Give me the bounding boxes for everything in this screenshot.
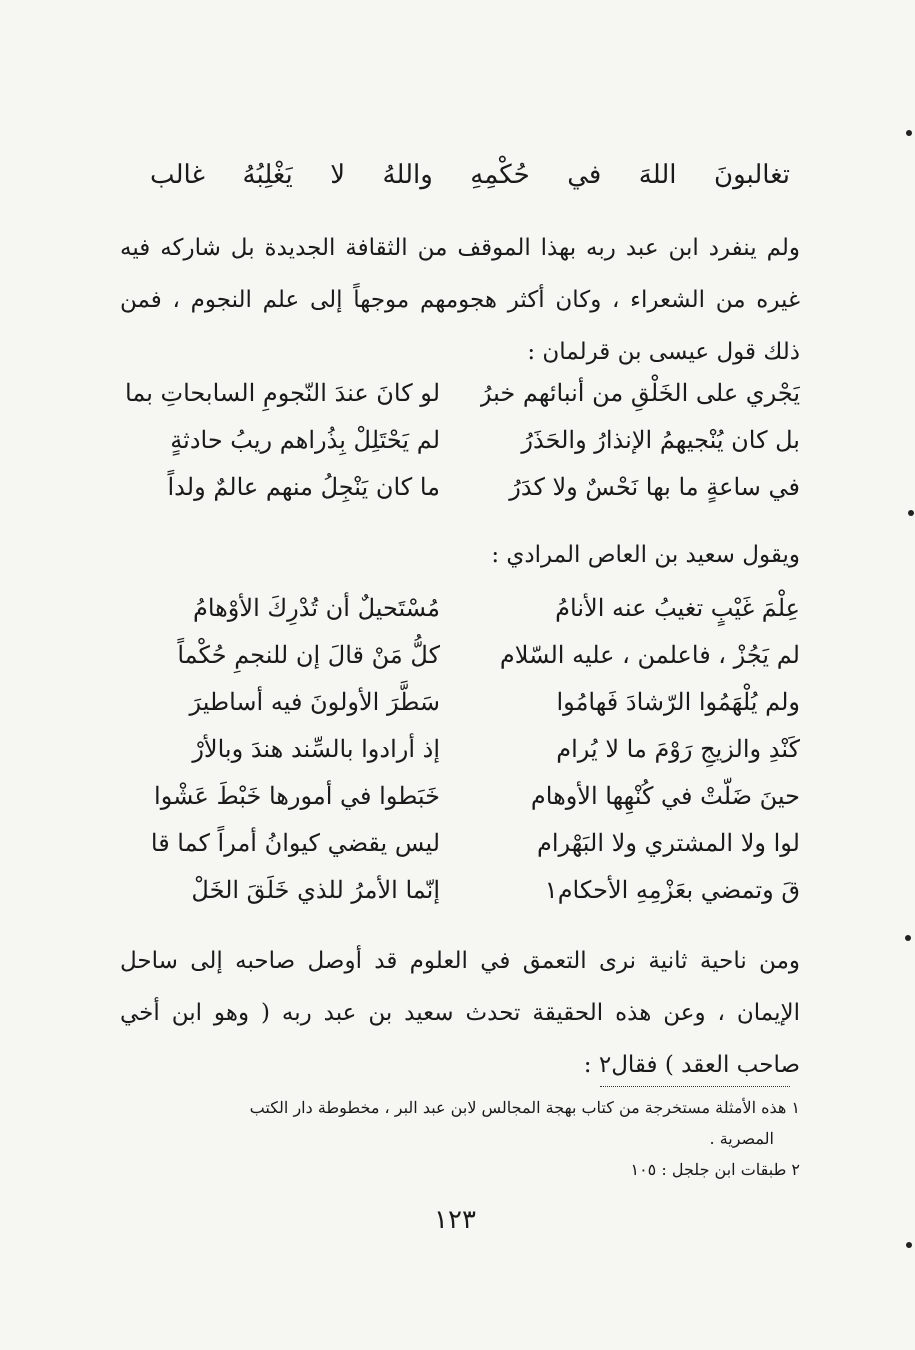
- verse-word: لا: [330, 160, 346, 190]
- hemistich-first: خَبَطوا في أمورها خَبْطَ عَشْوا: [154, 782, 440, 810]
- verse-word: اللهَ: [638, 160, 677, 190]
- page-number: ١٢٣: [434, 1205, 476, 1235]
- footnote-number: ١: [791, 1098, 800, 1117]
- verse-word: غالب: [150, 160, 206, 190]
- hemistich-second: لم يَجُزْ ، فاعلمن ، عليه السّلام: [499, 641, 800, 669]
- hemistich-second: بل كان يُنْجيهمُ الإنذارُ والحَذَرُ: [521, 426, 800, 454]
- hemistich-first: ما كان يَنْجِلُ منهم عالمٌ ولداً: [167, 473, 440, 501]
- hemistich-second: حينَ ضَلّتْ في كُنْهِها الأوهام: [530, 782, 800, 810]
- couplet: [120, 417, 800, 464]
- footnote-text: هذه الأمثلة مستخرجة من كتاب بهجة المجالس لابن عبد البر ، مخطوطة دار الكتب: [249, 1098, 787, 1117]
- hemistich-second: يَجْري على الخَلْقِ من أنبائهم خبرُ: [480, 379, 800, 407]
- hemistich-first: كلُّ مَنْ قالَ إن للنجمِ حُكْماً: [177, 641, 440, 669]
- hemistich-first: إذ أرادوا بالسِّند هندَ وبالأرْ: [192, 735, 440, 763]
- hemistich-second: عِلْمَ غَيْبٍ تغيبُ عنه الأنامُ: [555, 594, 800, 622]
- couplet: [120, 773, 800, 820]
- paragraph-intro: ولم ينفرد ابن عبد ربه بهذا الموقف من الثقافة الجديدة بل شاركه فيه غيره من الشعراء ، وكان أكثر هجومهم موجهاً إلى علم النجوم ، فمن ذلك قول عيسى بن قرلمان :: [120, 235, 800, 365]
- footnote-text-continued: المصرية .: [709, 1129, 774, 1148]
- scan-edge-mark: [908, 510, 914, 516]
- verse-word: تغالبونَ: [714, 160, 790, 190]
- hemistich-second: كَنْدِ والزيجِ رَوْمَ ما لا يُرام: [556, 735, 800, 763]
- poem-intro-line: ويقول سعيد بن العاص المرادي :: [491, 542, 800, 568]
- couplet: [120, 679, 800, 726]
- hemistich-first: لم يَحْتَلِلْ بِذُراهم ريبُ حادثةٍ: [170, 426, 440, 454]
- hemistich-first: سَطَّرَ الأولونَ فيه أساطيرَ: [189, 688, 440, 716]
- verse-word: يَغْلِبُهُ: [242, 160, 293, 190]
- hemistich-second: ولم يُلْهَمُوا الرّشادَ فَهامُوا: [556, 688, 800, 716]
- verse-word: حُكْمِهِ: [470, 160, 530, 190]
- footnote-1: [120, 1092, 800, 1154]
- hemistich-first: ليس يقضي كيوانُ أمراً كما قا: [150, 829, 440, 857]
- top-verse: [150, 150, 790, 200]
- hemistich-first: مُسْتَحيلٌ أن تُدْرِكَ الأوْهامُ: [192, 594, 440, 622]
- footnote-number: ٢: [791, 1160, 800, 1179]
- hemistich-first: لو كانَ عندَ النّجومِ السابحاتِ بما: [125, 379, 440, 407]
- couplet: [120, 726, 800, 773]
- scan-edge-mark: [906, 1242, 912, 1248]
- couplet: [120, 632, 800, 679]
- poem-said-ibn-al-as: [120, 585, 800, 914]
- couplet: [120, 820, 800, 867]
- couplet: [120, 867, 800, 914]
- couplet: [120, 585, 800, 632]
- paragraph-faith: ومن ناحية ثانية نرى التعمق في العلوم قد أوصل صاحبه إلى ساحل الإيمان ، وعن هذه الحقيقة تحدث سعيد بن عبد ربه ( وهو ابن أخي صاحب العقد ) فقال٢ :: [120, 948, 800, 1078]
- footnote-text: طبقات ابن جلجل : ١٠٥: [630, 1160, 787, 1179]
- scan-edge-mark: [905, 935, 911, 941]
- hemistich-second: في ساعةٍ ما بها نَحْسٌ ولا كدَرُ: [509, 473, 800, 501]
- hemistich-second: لوا ولا المشتري ولا البَهْرام: [536, 829, 800, 857]
- footnotes: [120, 1092, 800, 1185]
- footnote-2: [120, 1154, 800, 1185]
- hemistich-first: إنّما الأمرُ للذي خَلَقَ الخَلْ: [191, 876, 440, 904]
- couplet: [120, 370, 800, 417]
- verse-word: في: [567, 160, 602, 190]
- poem-isa-ibn-qurlman: [120, 370, 800, 511]
- verse-word: واللهُ: [382, 160, 433, 190]
- hemistich-second: قَ وتمضي بعَزْمِهِ الأحكام١: [544, 876, 800, 904]
- scan-edge-mark: [906, 130, 912, 136]
- couplet: [120, 464, 800, 511]
- footnote-divider: [600, 1086, 790, 1087]
